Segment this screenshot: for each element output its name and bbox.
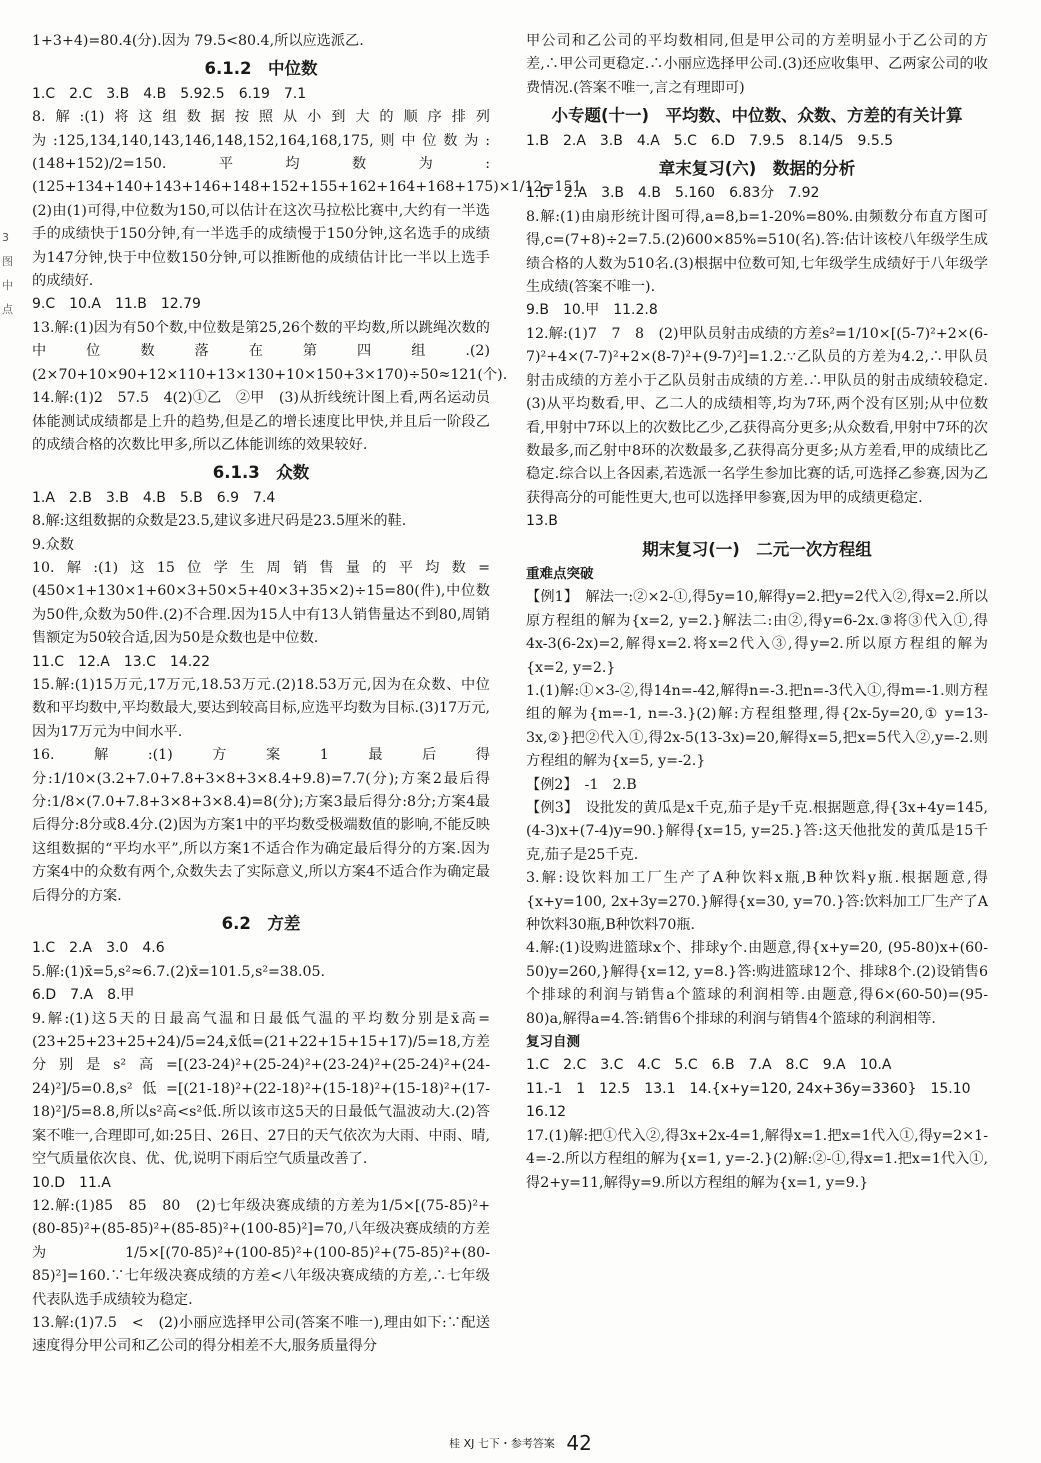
answer-line: 13.B bbox=[526, 513, 558, 530]
solution-1: 1.(1)解:①×3-②,得14n=-42,解得n=-3.把n=-3代入①,得m=-1.则方程组的解为{m=-1, n=-3.}(2)解:方程组整理,得{2x-5y=20,① y=13-3x,②}把②代入①,得2x-5(13-3x)=20,解得x=5,把x=5代入②,y=-2.则方程组的解为{x=5, y=-2.} bbox=[526, 682, 988, 770]
answer-line: 1.C 2.C 3.C 4.C 5.C 6.B 7.A 8.C 9.A 10.A bbox=[526, 1057, 892, 1074]
solution-12: 12.解:(1)7 7 8 (2)甲队员射击成绩的方差s²=1/10×[(5-7)²+2×(6-7)²+4×(7-7)²+2×(8-7)²+(9-7)²]=1.2.∵乙队员的方差为4.2,∴甲队员射击成绩的方差小于乙队员射击成绩的方差.∴甲队员的射击成绩较稳定.(3)从平均数看,甲、乙二人的成绩相等,均为7环,两个没有区别;从中位数看,甲射中7环以上的次数比乙少,乙获得高分更多;从众数看,甲射中7环的次数最多,而乙射中8环的次数最多,乙获得高分更多;从方差看,甲的成绩比乙稳定.综合以上各因素,若选派一名学生参加比赛的话,可选择乙参赛,因为乙获得高分的可能性更大,也可以选择甲参赛,因为甲的成绩更稳定. bbox=[526, 325, 988, 506]
page-footer bbox=[0, 1432, 1041, 1456]
page-number: 42 bbox=[566, 1431, 592, 1456]
answer-line: 11.-1 1 12.5 13.1 14.{x+y=120, 24x+36y=3360} 15.10 16.12 bbox=[526, 1080, 985, 1121]
solution-4: 4.解:(1)设购进篮球x个、排球y个.由题意,得{x+y=20, (95-80)x+(60-50)y=260,}解得{x=12, y=8.}答:购进篮球12个、排球8个.(2)设销售6个排球的利润与销售a个篮球的利润相等.由题意,得6×(60-50)=(95-80)a,解得a=4.答:销售6个排球的利润与销售4个篮球的利润相等. bbox=[526, 940, 988, 1027]
section-title-variance: 6.2 方差 bbox=[221, 914, 301, 934]
answer-line: 1.C 2.A 3.0 4.6 bbox=[32, 940, 165, 957]
solution-8: 8.解:(1)由扇形统计图可得,a=8,b=1-20%=80%.由频数分布直方图可得,c=(7+8)÷2=7.5.(2)600×85%=510(名).答:估计该校八年级学生成绩合格的人数为510名.(3)根据中位数可知,七年级学生成绩好于八年级学生成绩(答案不唯一). bbox=[526, 208, 988, 296]
footer-label: 桂 XJ 七下・参考答案 bbox=[449, 1437, 555, 1450]
solution-13: 13.解:(1)7.5 < (2)小丽应选择甲公司(答案不唯一),理由如下:∵配送速度得分甲公司和乙公司的得分相差不大,服务质量得分 bbox=[32, 1314, 490, 1355]
margin-mark: 点 bbox=[2, 303, 13, 316]
solution-5: 5.解:(1)x̄=5,s²≈6.7.(2)x̄=101.5,s²=38.05. bbox=[32, 963, 326, 980]
solution-10: 10.解:(1)这15位学生周销售量的平均数=(450×1+130×1+60×3+50×5+40×3+35×2)÷15=80(件),中位数为50件,众数为50件.(2)不合理.因为15人中有13人销售量达不到80,周销售额定为50较合适,因为50是众数也是中位数. bbox=[32, 559, 490, 647]
right-column bbox=[526, 30, 988, 1195]
answer-line: 1.C 2.C 3.B 4.B 5.92.5 6.19 7.1 bbox=[32, 85, 307, 102]
example-3: 【例3】 设批发的黄瓜是x千克,茄子是y千克.根据题意,得{3x+4y=145, (4-3)x+(7-4)y=90.}解得{x=15, y=25.}答:这天他批发的黄瓜是15千克,茄子是25千克. bbox=[526, 800, 988, 863]
subsection-title: 重难点突破 bbox=[526, 565, 594, 582]
section-title-topic: 小专题(十一) 平均数、中位数、众数、方差的有关计算 bbox=[551, 106, 963, 126]
solution-16: 16.解:(1)方案1最后得分:1/10×(3.2+7.0+7.8+3×8+3×8.4+9.8)=7.7(分);方案2最后得分:1/8×(7.0+7.8+3×8+3×8.4)=8(分);方案3最后得分:8分;方案4最后得分:8分或8.4分.(2)因为方案1中的平均数受极端数值的影响,不能反映这组数据的“平均水平”,所以方案1不适合作为确定最后得分的方案.因为方案4中的众数有两个,众数失去了实际意义,所以方案4不适合作为确定最后得分的方案. bbox=[32, 747, 490, 904]
solution-9: 9.众数 bbox=[32, 536, 74, 553]
solution-17: 17.(1)解:把①代入②,得3x+2x-4=1,解得x=1.把x=1代入①,得y=2×1-4=-2.所以方程组的解为{x=1, y=-2.}(2)解:②-①,得x=1.把x=1代入①,得2+y=11,解得y=9.所以方程组的解为{x=1, y=9.} bbox=[526, 1127, 988, 1191]
margin-mark: 中 bbox=[2, 279, 13, 292]
answer-line: 10.D 11.A bbox=[32, 1174, 111, 1191]
answer-line: 9.B 10.甲 11.2.8 bbox=[526, 302, 658, 319]
continuation-text: 甲公司和乙公司的平均数相同,但是甲公司的方差明显小于乙公司的方差,∴甲公司更稳定.∴小丽应选择甲公司.(3)还应收集甲、乙两家公司的收费情况.(答案不唯一,言之有理即可) bbox=[526, 33, 988, 96]
solution-14: 14.解:(1)2 57.5 4(2)①乙 ②甲 (3)从折线统计图上看,两名运动员体能测试成绩都是上升的趋势,但是乙的增长速度比甲快,并且后一阶段乙的成绩合格的次数比甲多,所以乙体能训练的效果较好. bbox=[32, 390, 490, 453]
solution-9: 9.解:(1)这5天的日最高气温和日最低气温的平均数分别是x̄高=(23+25+23+25+24)/5=24,x̄低=(21+22+15+15+17)/5=18,方差分别是s²高=[(23-24)²+(25-24)²+(23-24)²+(25-24)²+(24-24)²]/5=0.8,s²低=[(21-18)²+(22-18)²+(15-18)²+(15-18)²+(17-18)²]/5=8.8,所以s²高<s²低.所以该市这5天的日最低气温波动大.(2)答案不唯一,合理即可,如:25日、26日、27日的天气依次为大雨、中雨、晴,空气质量依次良、优、优,说明下雨后空气质量改善了. bbox=[32, 1010, 490, 1168]
solution-15: 15.解:(1)15万元,17万元,18.53万元.(2)18.53万元,因为在众数、中位数和平均数中,平均数最大,要达到较高目标,应选平均数为目标.(3)17万元,因为17万元为中间水平. bbox=[32, 676, 490, 740]
continuation-line: 1+3+4)=80.4(分).因为 79.5<80.4,所以应选派乙. bbox=[32, 33, 364, 49]
example-1: 【例1】 解法一:②×2-①,得5y=10,解得y=2.把y=2代入②,得x=2.所以原方程组的解为{x=2, y=2.}解法二:由②,得y=6-2x.③将③代入①,得4x-3(6-2x)=2,解得x=2.将x=2代入③,得y=2.所以原方程组的解为{x=2, y=2.} bbox=[526, 589, 988, 676]
subsection-title: 复习自测 bbox=[526, 1034, 580, 1051]
solution-8: 8.解:这组数据的众数是23.5,建议多进尺码是23.5厘米的鞋. bbox=[32, 513, 407, 530]
answer-line: 1.B 2.A 3.B 4.A 5.C 6.D 7.9.5 8.14/5 9.5.5 bbox=[526, 132, 894, 149]
answer-line: 9.C 10.A 11.B 12.79 bbox=[32, 296, 201, 313]
example-2: 【例2】 -1 2.B bbox=[526, 776, 637, 793]
section-title-final-review: 期末复习(一) 二元一次方程组 bbox=[642, 539, 872, 559]
answer-line: 1.D 2.A 3.B 4.B 5.160 6.83分 7.92 bbox=[526, 185, 820, 202]
solution-8: 8.解:(1)将这组数据按照从小到大的顺序排列为:125,134,140,143,146,148,152,164,168,175,则中位数为:(148+152)/2=150.平均数为:(125+134+140+143+146+148+152+155+162+164+168+175)×1/12=151.(2)由(1)可得,中位数为150,可以估计在这次马拉松比赛中,大约有一半选手的成绩快于150分钟,有一半选手的成绩慢于150分钟,这名选手的成绩为147分钟,快于中位数150分钟,可以推断他的成绩估计比一半以上选手的成绩好. bbox=[32, 109, 587, 290]
solution-12: 12.解:(1)85 85 80 (2)七年级决赛成绩的方差为1/5×[(75-85)²+(80-85)²+(85-85)²+(85-85)²+(100-85)²]=70,八年级决赛成绩的方差为1/5×[(70-85)²+(100-85)²+(100-85)²+(75-85)²+(80-85)²]=160.∵七年级决赛成绩的方差<八年级决赛成绩的方差,∴七年级代表队选手成绩较为稳定. bbox=[32, 1197, 490, 1308]
solution-13: 13.解:(1)因为有50个数,中位数是第25,26个数的平均数,所以跳绳次数的中位数落在第四组.(2)(2×70+10×90+12×110+13×130+10×150+3×170)÷50≈121(个). bbox=[32, 319, 508, 383]
solution-3: 3.解:设饮料加工厂生产了A种饮料x瓶,B种饮料y瓶.根据题意,得{x+y=100, 2x+3y=270.}解得{x=30, y=70.}答:饮料加工厂生产了A种饮料30瓶,B种饮料70瓶. bbox=[526, 870, 988, 934]
section-title-chapter-review: 章末复习(六) 数据的分析 bbox=[658, 159, 856, 179]
margin-mark: 图 bbox=[2, 255, 13, 268]
answer-line: 6.D 7.A 8.甲 bbox=[32, 987, 135, 1004]
answer-line: 11.C 12.A 13.C 14.22 bbox=[32, 653, 211, 670]
section-title-median: 6.1.2 中位数 bbox=[204, 59, 318, 79]
section-title-mode: 6.1.3 众数 bbox=[212, 463, 310, 483]
answer-line: 1.A 2.B 3.B 4.B 5.B 6.9 7.4 bbox=[32, 489, 276, 506]
margin-mark: 3 bbox=[2, 231, 9, 244]
